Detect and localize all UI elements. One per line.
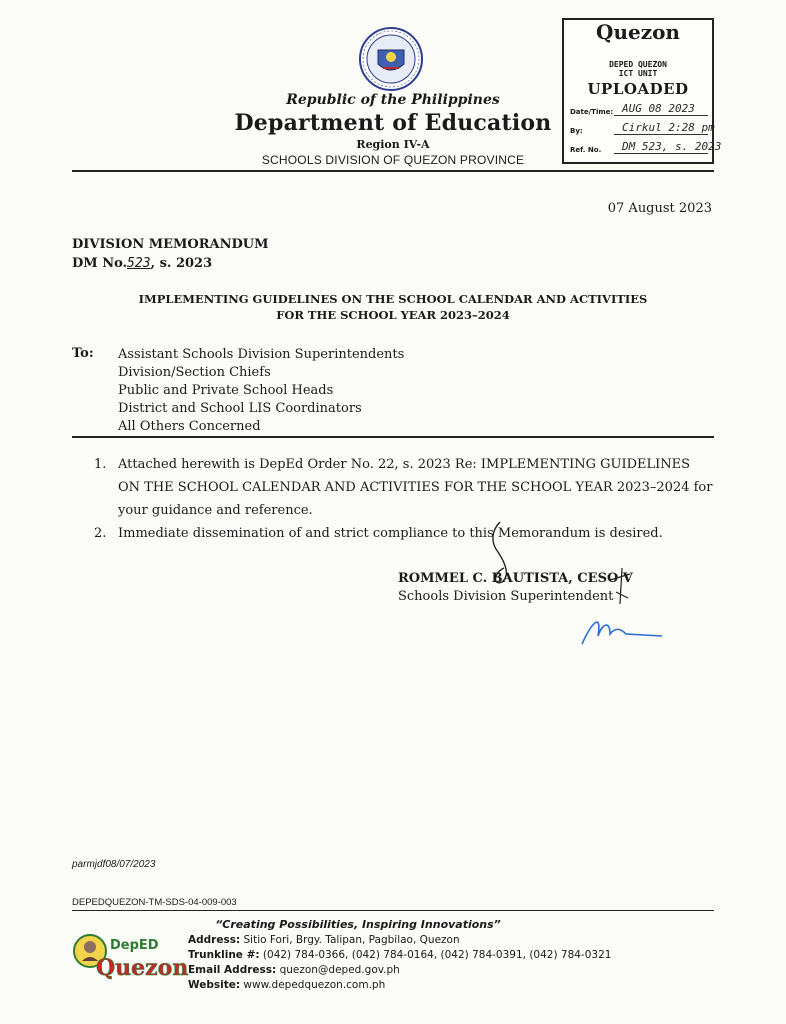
memo-body — [94, 453, 716, 545]
stamp-unit — [564, 60, 712, 78]
signatory-name: ROMMEL C. BAUTISTA, CESO V — [398, 571, 633, 586]
website-value[interactable]: www.depedquezon.com.ph — [243, 979, 386, 991]
stamp-ref-row — [570, 138, 722, 156]
republic-heading: Republic of the Philippines — [286, 92, 500, 108]
department-heading: Department of Education — [234, 110, 552, 136]
footer-motto: “Creating Possibilities, Inspiring Innovations” — [215, 918, 501, 931]
subject-line-1: IMPLEMENTING GUIDELINES ON THE SCHOOL CALENDAR AND ACTIVITIES — [138, 292, 648, 306]
paragraph-text: Immediate dissemination of and strict compliance to this Memorandum is desired. — [118, 526, 663, 541]
memo-subject — [72, 291, 714, 323]
deped-quezon-logo-icon — [72, 927, 189, 985]
paragraph-number: 2. — [94, 526, 107, 541]
header-divider — [72, 170, 714, 172]
footer-address — [188, 934, 460, 946]
to-label: To: — [72, 346, 94, 361]
footer-trunkline — [188, 949, 611, 961]
logo-text-top: DepED — [110, 938, 159, 953]
recipient-item: Division/Section Chiefs — [118, 365, 271, 380]
footer-divider — [72, 910, 714, 911]
stamp-by-row — [570, 119, 715, 137]
region-heading: Region IV-A — [356, 138, 430, 151]
recipient-item: Public and Private School Heads — [118, 383, 334, 398]
stamp-status: UPLOADED — [587, 80, 689, 98]
memo-paragraph — [94, 453, 716, 522]
stamp-ref-value: DM 523, s. 2023 — [614, 140, 708, 154]
address-label: Address: — [188, 934, 241, 946]
stamp-logo: Quezon — [596, 20, 680, 44]
stamp-by-label: By: — [570, 127, 583, 135]
trunkline-value: (042) 784-0366, (042) 784-0164, (042) 784-0391, (042) 784-0321 — [262, 949, 612, 961]
footer-email — [188, 964, 400, 976]
stamp-by-value: Cirkul 2:28 pm — [614, 121, 708, 135]
memo-paragraph — [94, 522, 716, 545]
memo-number — [72, 256, 212, 271]
recipient-list — [118, 346, 404, 436]
memo-number-suffix: , s. 2023 — [150, 256, 213, 271]
blue-initials — [582, 622, 662, 644]
preparer-initials: parmjdf08/07/2023 — [72, 859, 156, 870]
paragraph-number: 1. — [94, 457, 107, 472]
upload-stamp — [562, 18, 722, 164]
stamp-unit-line1: DEPED QUEZON — [609, 60, 667, 69]
memo-number-prefix: DM No. — [72, 256, 128, 271]
stamp-date-value: AUG 08 2023 — [614, 102, 708, 116]
subject-line-2: FOR THE SCHOOL YEAR 2023–2024 — [276, 308, 510, 322]
email-value[interactable]: quezon@deped.gov.ph — [279, 964, 400, 976]
document-code: DEPEDQUEZON-TM-SDS-04-009-003 — [72, 897, 237, 908]
recipient-item: District and School LIS Coordinators — [118, 401, 362, 416]
stamp-unit-line2: ICT UNIT — [618, 69, 658, 78]
memo-number-handwritten: 523 — [127, 256, 151, 271]
email-label: Email Address: — [188, 964, 277, 976]
stamp-date-label: Date/Time: — [570, 108, 614, 116]
address-value: Sitio Fori, Brgy. Talipan, Pagbilao, Quezon — [243, 934, 460, 946]
division-heading: SCHOOLS DIVISION OF QUEZON PROVINCE — [261, 153, 525, 167]
recipient-item: All Others Concerned — [118, 419, 261, 434]
stamp-date-row — [570, 100, 708, 118]
stamp-ref-label: Ref. No. — [570, 146, 602, 154]
signatory-title: Schools Division Superintendent — [398, 589, 614, 604]
recipient-item: Assistant Schools Division Superintendents — [118, 347, 405, 362]
recipients-divider — [72, 436, 714, 438]
trunkline-label: Trunkline #: — [188, 949, 260, 961]
deped-seal-icon — [358, 26, 424, 92]
memo-type: DIVISION MEMORANDUM — [72, 237, 269, 252]
logo-text-bottom: Quezon — [96, 955, 189, 981]
memo-date: 07 August 2023 — [607, 201, 712, 216]
footer-website — [188, 979, 385, 991]
paragraph-text: Attached herewith is DepEd Order No. 22, s. 2023 Re: IMPLEMENTING GUIDELINES ON THE SCHOOL CALENDAR AND ACTIVITIES FOR THE SCHOOL YEAR 2023–2024 for your guidance and reference. — [118, 457, 713, 518]
website-label: Website: — [188, 979, 241, 991]
